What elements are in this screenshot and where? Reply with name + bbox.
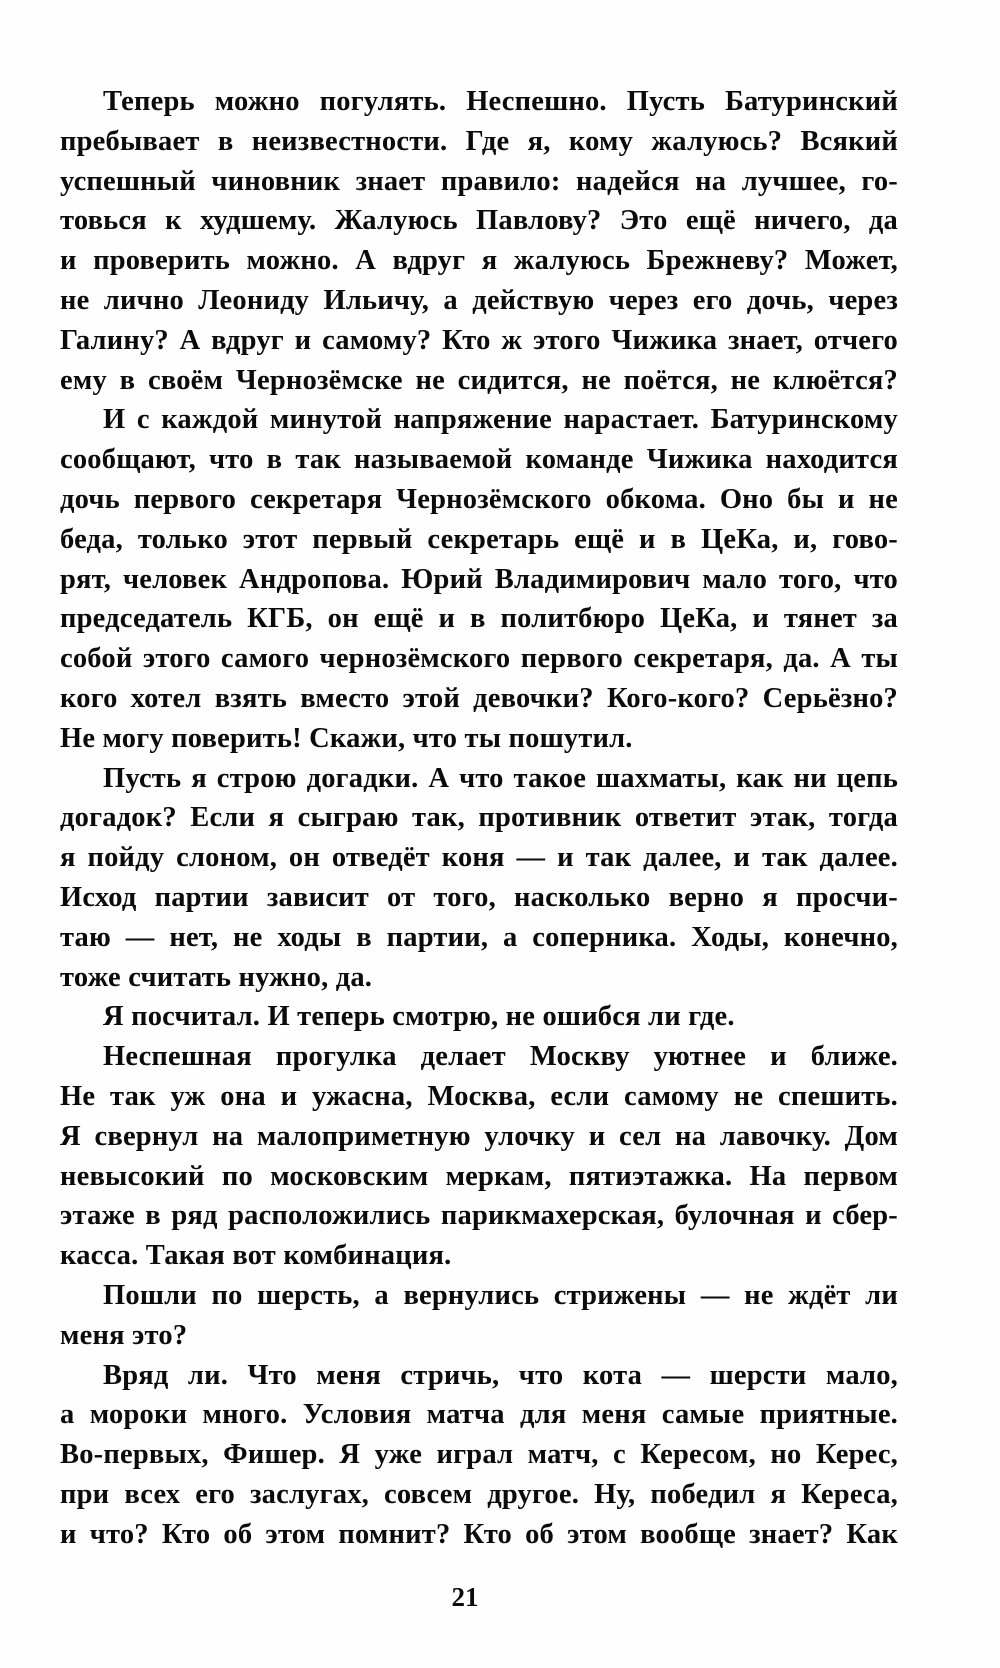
text-line: и проверить можно. А вдруг я жалуюсь Брежневу? Может, bbox=[60, 245, 898, 277]
text-line: и что? Кто об этом помнит? Кто об этом вообще знает? Как bbox=[60, 1518, 898, 1550]
text-line: Исход партии зависит от того, насколько верно я просчи- bbox=[60, 881, 898, 913]
text-line: сообщают, что в так называемой команде Чижика находится bbox=[60, 444, 898, 476]
text-line: касса. Такая вот комбинация. bbox=[60, 1240, 452, 1272]
text-line: дочь первого секретаря Чернозёмского обкома. Оно бы и не bbox=[60, 483, 898, 515]
text-line: Я свернул на малоприметную улочку и сел на лавочку. Дом bbox=[60, 1120, 898, 1152]
text-line: пребывает в неизвестности. Где я, кому жалуюсь? Всякий bbox=[60, 125, 898, 157]
text-line: кого хотел взять вместо этой девочки? Кого-кого? Серьёзно? bbox=[60, 682, 898, 714]
text-line: председатель КГБ, он ещё и в политбюро ЦеКа, и тянет за bbox=[60, 603, 898, 635]
text-line: Не так уж она и ужасна, Москва, если самому не спешить. bbox=[60, 1080, 898, 1112]
text-line: Я посчитал. И теперь смотрю, не ошибся ли где. bbox=[103, 1001, 735, 1033]
text-line: беда, только этот первый секретарь ещё и в ЦеКа, и, гово- bbox=[60, 523, 898, 555]
text-line: Теперь можно погулять. Неспешно. Пусть Батуринский bbox=[103, 86, 898, 117]
text-block bbox=[60, 82, 898, 1554]
text-line: собой этого самого чернозёмского первого секретаря, да. А ты bbox=[60, 643, 898, 675]
text-line: таю — нет, не ходы в партии, а соперника. Ходы, конечно, bbox=[60, 921, 898, 953]
text-line: догадок? Если я сыграю так, противник ответит этак, тогда bbox=[60, 802, 898, 834]
text-line: я пойду слоном, он отведёт коня — и так далее, и так далее. bbox=[60, 842, 898, 874]
text-line: этаже в ряд расположились парикмахерская, булочная и сбер- bbox=[60, 1200, 898, 1232]
text-line: Неспешная прогулка делает Москву уютнее и ближе. bbox=[103, 1041, 898, 1073]
text-line: товься к худшему. Жалуюсь Павлову? Это ещё ничего, да bbox=[60, 205, 898, 237]
text-line: рят, человек Андропова. Юрий Владимирович мало того, что bbox=[60, 563, 898, 595]
text-line: Галину? А вдруг и самому? Кто ж этого Чижика знает, отчего bbox=[60, 324, 898, 356]
text-line: Пусть я строю догадки. А что такое шахматы, как ни цепь bbox=[103, 762, 898, 794]
text-line: Вряд ли. Что меня стричь, что кота — шерсти мало, bbox=[103, 1359, 898, 1391]
text-line: при всех его заслугах, совсем другое. Ну, победил я Кереса, bbox=[60, 1478, 898, 1510]
text-line: тоже считать нужно, да. bbox=[60, 961, 373, 993]
text-line: не лично Леониду Ильичу, а действую через его дочь, через bbox=[60, 284, 898, 316]
text-line: успешный чиновник знает правило: надейся на лучшее, го- bbox=[60, 165, 898, 197]
text-line: меня это? bbox=[60, 1319, 188, 1351]
text-line: ему в своём Чернозёмске не сидится, не поётся, не клюётся? bbox=[60, 364, 898, 396]
text-line: невысокий по московским меркам, пятиэтажка. На первом bbox=[60, 1160, 898, 1192]
page-number: 21 bbox=[451, 1582, 479, 1612]
text-line: Во-первых, Фишер. Я уже играл матч, с Кересом, но Керес, bbox=[60, 1439, 898, 1471]
text-line: Не могу поверить! Скажи, что ты пошутил. bbox=[60, 722, 633, 754]
text-line: а мороки много. Условия матча для меня самые приятные. bbox=[60, 1399, 898, 1431]
text-line: И с каждой минутой напряжение нарастает. Батуринскому bbox=[103, 404, 898, 436]
text-line: Пошли по шерсть, а вернулись стрижены — не ждёт ли bbox=[103, 1279, 898, 1311]
